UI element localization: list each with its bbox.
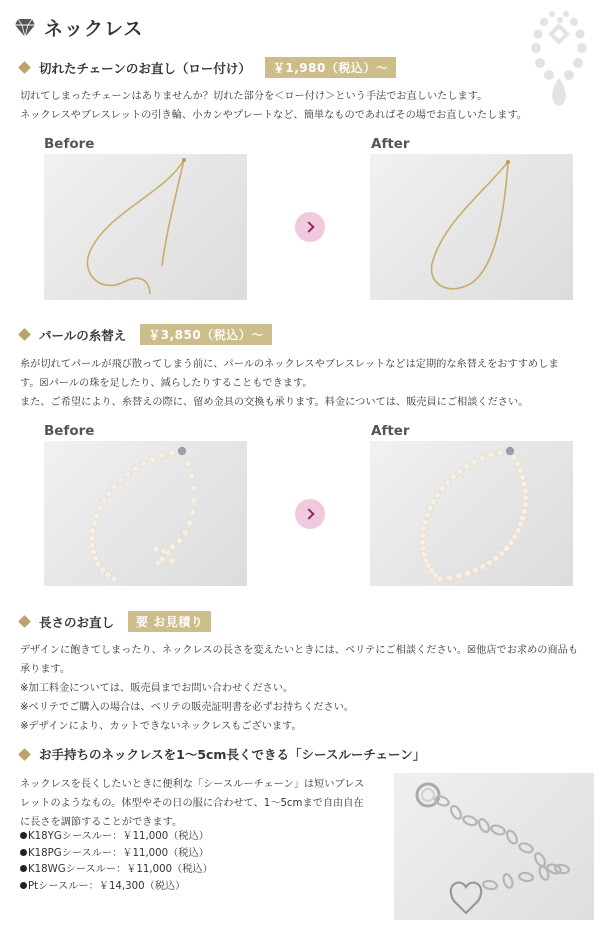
chain-link	[434, 795, 450, 807]
bullet-dot-icon	[20, 882, 27, 889]
pearl	[155, 560, 161, 566]
pearl	[153, 546, 159, 552]
text-line: レットのようなもの。体型やその日の服に合わせて、1～5cmまで自由自在	[20, 798, 364, 809]
chain-link	[505, 829, 519, 845]
pearl	[89, 535, 95, 541]
pearl	[132, 465, 138, 471]
pearl	[188, 473, 194, 479]
section-seethrough-chain-text	[20, 775, 390, 832]
pearl	[464, 570, 470, 576]
pearl	[420, 526, 426, 532]
pearl-after-photo	[370, 441, 573, 586]
page-title	[14, 14, 143, 41]
pearl	[118, 477, 124, 483]
before-label: Before	[44, 423, 95, 439]
pearl	[463, 463, 469, 469]
pearl	[439, 485, 445, 491]
text-line: 切れてしまったチェーンはありませんか？切れた部分を＜ロー付け＞という手法でお直しいたします。	[20, 91, 488, 102]
pearl	[95, 561, 101, 567]
section-label: お手持ちのネックレスを1～5cm長くできる「シースルーチェーン」	[39, 747, 426, 762]
chevron-right-icon[interactable]	[295, 212, 325, 242]
section-length-adjust-text	[20, 641, 585, 736]
pearl	[517, 467, 523, 473]
pearl	[444, 479, 450, 485]
section-label: 切れたチェーンのお直し（ロー付け）	[39, 60, 251, 76]
pearl	[140, 460, 146, 466]
pearl	[522, 501, 528, 507]
seethrough-chain-photo	[394, 773, 594, 920]
chain-link	[449, 804, 463, 820]
text-line: に長さを調節することができます。	[20, 817, 183, 828]
bullet-dot-icon	[20, 832, 27, 839]
pearl	[421, 552, 427, 558]
section-chain-repair-text	[20, 87, 585, 125]
pearl	[89, 527, 95, 533]
pearl	[111, 576, 117, 582]
bullet-diamond-icon	[18, 615, 31, 628]
pearl	[189, 509, 195, 515]
pearl	[447, 574, 453, 580]
pearl	[521, 481, 527, 487]
pearl	[498, 550, 504, 556]
section-label: 長さのお直し	[39, 614, 115, 630]
pearl	[511, 454, 517, 460]
list-item: K18WGシースルー：￥11,000（税込）	[20, 862, 213, 879]
text-line: 糸が切れてパールが飛び散ってしまう前に、パールのネックレスやブレスレットなどは定期的な糸替えをおすすめしま	[20, 359, 559, 370]
chain-link	[490, 824, 506, 836]
pearl	[89, 542, 95, 548]
pearl	[169, 544, 175, 550]
text-line: ネックレスやブレスレットの引き輪、小カンやプレートなど、簡単なものであればその場でお直しいたします。	[20, 110, 528, 121]
pearl	[515, 528, 521, 534]
pearl	[169, 558, 175, 564]
list-item: K18YGシースルー：￥11,000（税込）	[20, 829, 213, 846]
text-line: ※ベリテでご購入の場合は、ベリテの販売証明書を必ずお持ちください。	[20, 702, 355, 713]
chain-link	[477, 818, 491, 834]
pearl	[493, 555, 499, 561]
pearl	[456, 468, 462, 474]
section-seethrough-chain-heading	[20, 745, 425, 763]
text-line: デザインに飽きてしまったり、ネックレスの長さを変えたいときには、ベリテにご相談ください。☒他店でお求めの商品も	[20, 645, 579, 656]
text-line: ※デザインにより、カットできないネックレスもございます。	[20, 721, 302, 732]
chain-link	[462, 814, 478, 826]
pearl	[424, 512, 430, 518]
pearl	[514, 461, 520, 467]
pearl	[522, 495, 528, 501]
page-title-text: ネックレス	[44, 18, 144, 40]
pearl	[430, 498, 436, 504]
pearl	[512, 534, 518, 540]
pearl	[94, 513, 100, 519]
pearl	[420, 545, 426, 551]
section-chain-repair-heading	[20, 57, 396, 78]
text-line: す。☒パールの珠を足したり、減らしたりすることもできます。	[20, 378, 313, 389]
pearl	[91, 520, 97, 526]
chevron-right-icon[interactable]	[295, 499, 325, 529]
pearl	[184, 460, 190, 466]
pearl	[419, 539, 425, 545]
text-line: ※加工料金については、販売員までお問い合わせください。	[20, 683, 294, 694]
chain-link	[482, 880, 497, 890]
pearl	[471, 459, 477, 465]
pearl	[480, 563, 486, 569]
clasp	[506, 447, 514, 455]
price-badge: ￥3,850（税込）～	[140, 324, 271, 345]
chain-before-photo	[44, 154, 247, 300]
pearl	[427, 505, 433, 511]
pearl	[106, 491, 112, 497]
bullet-diamond-icon	[18, 748, 31, 761]
pearl	[186, 520, 192, 526]
chain-after-photo	[370, 154, 573, 300]
chain-link	[533, 852, 547, 868]
price-badge: 要 お見積り	[128, 611, 211, 632]
pearl	[486, 559, 492, 565]
pearl	[497, 449, 503, 455]
bullet-diamond-icon	[18, 61, 31, 74]
bullet-dot-icon	[20, 849, 27, 856]
section-pearl-restring-heading	[20, 324, 272, 345]
pearl	[97, 505, 103, 511]
pearl	[472, 567, 478, 573]
text-line: また、ご希望により、糸替えの際に、留め金具の交換も承ります。料金については、販売員にご相談ください。	[20, 397, 529, 408]
section-length-adjust-heading	[20, 611, 211, 632]
pearl	[518, 521, 524, 527]
pearl	[182, 529, 188, 535]
section-label: パールの糸替え	[39, 327, 127, 343]
text-line: 承ります。	[20, 664, 71, 675]
pearl-before-photo	[44, 441, 247, 586]
clasp	[178, 447, 186, 455]
pearl	[190, 485, 196, 491]
pearl	[520, 515, 526, 521]
pearl	[92, 555, 98, 561]
pearl	[479, 455, 485, 461]
pearl	[125, 471, 131, 477]
bullet-dot-icon	[20, 865, 27, 872]
pearl	[450, 473, 456, 479]
after-label: After	[371, 136, 410, 152]
pearl	[99, 567, 105, 573]
pearl	[456, 573, 462, 579]
pearl	[176, 537, 182, 543]
pearl	[434, 492, 440, 498]
list-item: Ptシースルー：￥14,300（税込）	[20, 879, 213, 896]
pearl	[101, 498, 107, 504]
chain-link	[518, 842, 534, 854]
pearl	[437, 576, 443, 582]
pearl	[105, 572, 111, 578]
pearl	[488, 452, 494, 458]
text-line: ネックレスを長くしたいときに便利な「シースルーチェーン」は短いブレス	[20, 779, 365, 790]
chain-link	[502, 873, 514, 889]
pearl	[168, 450, 174, 456]
diamond-icon	[14, 18, 36, 38]
pearl	[165, 550, 171, 556]
list-item: K18PGシースルー：￥11,000（税込）	[20, 846, 213, 863]
pearl	[503, 545, 509, 551]
pearl	[159, 452, 165, 458]
pearl	[422, 519, 428, 525]
pearl	[419, 532, 425, 538]
after-label: After	[371, 423, 410, 439]
pearl	[111, 484, 117, 490]
pearl	[149, 456, 155, 462]
bullet-diamond-icon	[18, 328, 31, 341]
pearl	[519, 474, 525, 480]
pearl	[90, 549, 96, 555]
pearl	[508, 539, 514, 545]
chain-link	[518, 872, 533, 882]
section-pearl-restring-text	[20, 355, 585, 412]
pearl	[191, 497, 197, 503]
price-badge: ￥1,980（税込）～	[265, 57, 396, 78]
before-label: Before	[44, 136, 95, 152]
product-price-list	[20, 829, 213, 895]
pearl	[521, 508, 527, 514]
pearl	[522, 488, 528, 494]
